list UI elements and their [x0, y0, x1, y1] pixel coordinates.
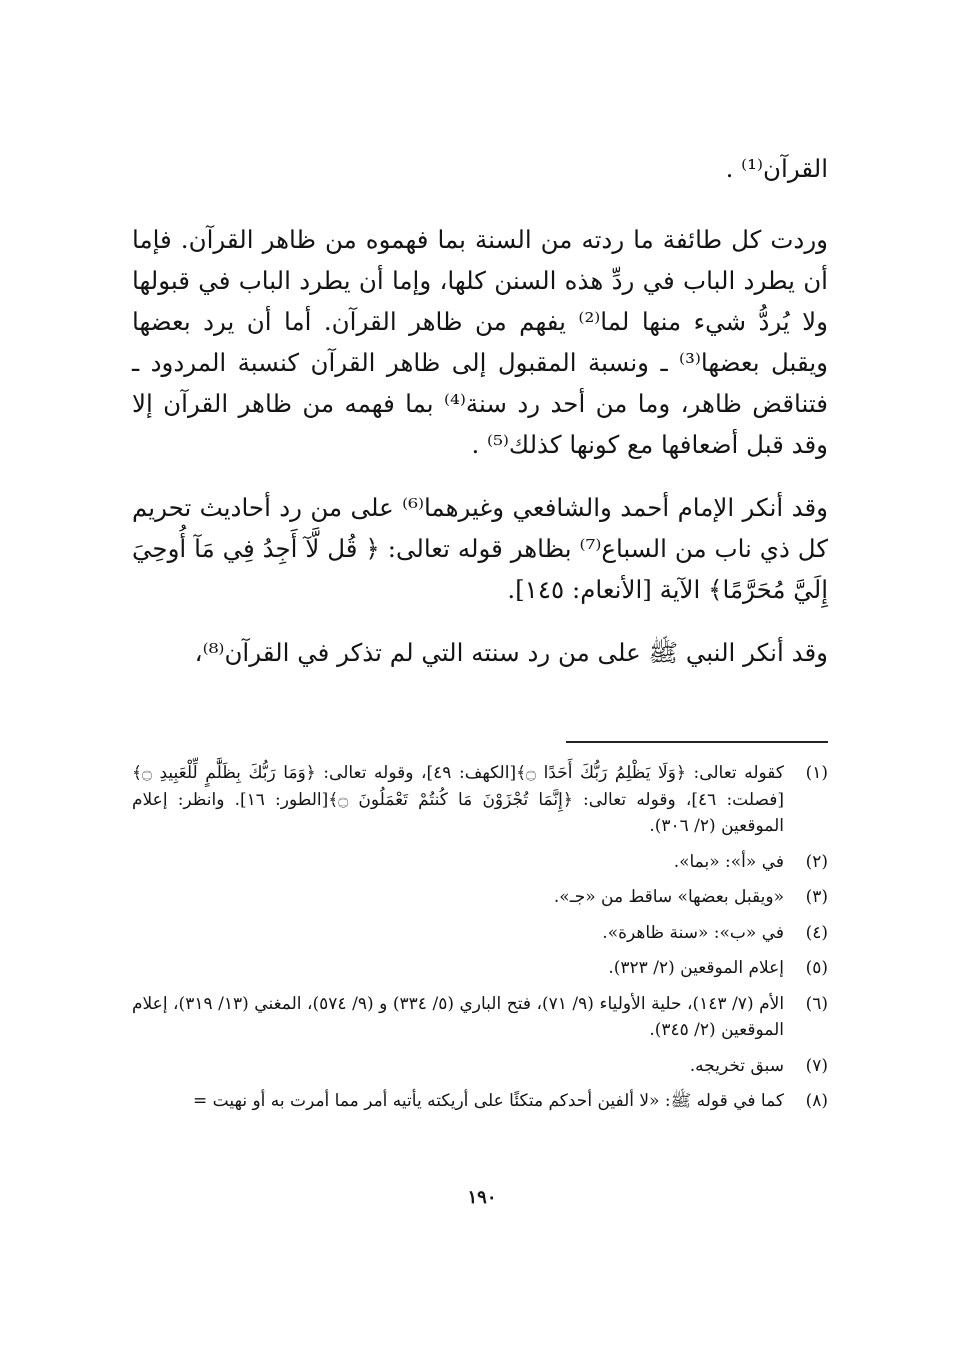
footnotes — [132, 760, 828, 1124]
body-paragraph: وقد أنكر النبي ﷺ على من رد سنته التي لم تذكر في القرآن⁽⁸⁾، — [194, 638, 828, 667]
page-number: ١٩٠ — [467, 1187, 497, 1208]
footnote-text: كما في قوله ﷺ: «لا ألفين أحدكم متكئًا على أريكته يأتيه أمر مما أمرت به أو نهيت = — [193, 1091, 784, 1111]
body-paragraph: وردت كل طائفة ما ردته من السنة بما فهموه من ظاهر القرآن. فإما أن يطرد الباب في ردِّ هذه السنن كلها، وإما أن يطرد الباب في قبولها ولا يُردُّ شيء منها لما⁽²⁾ يفهم من ظاهر القرآن. أما أن يرد بعضها ويقبل بعضها⁽³⁾ ـ ونسبة المقبول إلى ظاهر القرآن كنسبة المردود ـ فتناقض ظاهر، وما من أحد رد سنة⁽⁴⁾ بما فهمه من ظاهر القرآن إلا وقد قبل أضعافها مع كونها كذلك⁽⁵⁾ . — [132, 225, 828, 459]
footnote-number: (٤) — [805, 922, 828, 943]
footnote-item — [132, 884, 828, 911]
footnote-divider — [566, 741, 828, 743]
footnote-text: «ويقبل بعضها» ساقط من «جـ». — [553, 887, 784, 907]
footnote-number: (٨) — [805, 1091, 828, 1111]
footnote-text: الأم (٧/ ١٤٣)، حلية الأولياء (٩/ ٧١)، فتح الباري (٥/ ٣٣٤) و (٩/ ٥٧٤)، المغني (١٣/ ٣١٩)، إعلام الموقعين (٢/ ٣٤٥). — [132, 993, 785, 1040]
footnote-item — [132, 849, 828, 876]
main-text — [132, 148, 828, 695]
footnote-item — [132, 1053, 828, 1080]
footnote-item — [132, 760, 828, 840]
footnote-number: (٧) — [805, 1055, 828, 1076]
footnote-number: (٣) — [805, 887, 828, 907]
footnote-text: في «أ»: «بما». — [673, 851, 784, 872]
footnote-text: سبق تخريجه. — [689, 1055, 784, 1076]
footnote-item — [132, 920, 828, 947]
footnote-item — [132, 991, 828, 1044]
footnote-number: (٢) — [805, 851, 828, 872]
footnote-text: إعلام الموقعين (٢/ ٣٢٣). — [608, 958, 784, 978]
footnote-text: في «ب»: «سنة ظاهرة». — [602, 922, 784, 943]
footnote-text: كقوله تعالى: ﴿وَلَا يَظْلِمُ رَبُّكَ أَحَدًا ۝﴾[الكهف: ٤٩]، وقوله تعالى: ﴿وَمَا رَبُّكَ بِظَلَّٰمٍ لِّلْعَبِيدِ ۝﴾[فصلت: ٤٦]، وقوله تعالى: ﴿إِنَّمَا تُجْزَوْنَ مَا كُنتُمْ تَعْمَلُونَ ۝﴾[الطور: ١٦]. وانظر: إعلام الموقعين (٢/ ٣٠٦). — [132, 763, 784, 836]
body-paragraph: القرآن⁽¹⁾ . — [725, 154, 828, 183]
footnote-number: (٦) — [805, 993, 828, 1014]
footnote-item — [132, 955, 828, 982]
footnote-item — [132, 1088, 828, 1115]
body-paragraph: وقد أنكر الإمام أحمد والشافعي وغيرهما⁽⁶⁾ على من رد أحاديث تحريم كل ذي ناب من السباع⁽⁷⁾ بظاهر قوله تعالى: ﴿ قُل لَّآ أَجِدُ فِي مَآ أُوحِيَ إِلَيَّ مُحَرَّمًا﴾ الآية [الأنعام: ١٤٥]. — [132, 493, 828, 604]
footnote-number: (٥) — [805, 958, 828, 978]
footnote-number: (١) — [805, 763, 828, 783]
